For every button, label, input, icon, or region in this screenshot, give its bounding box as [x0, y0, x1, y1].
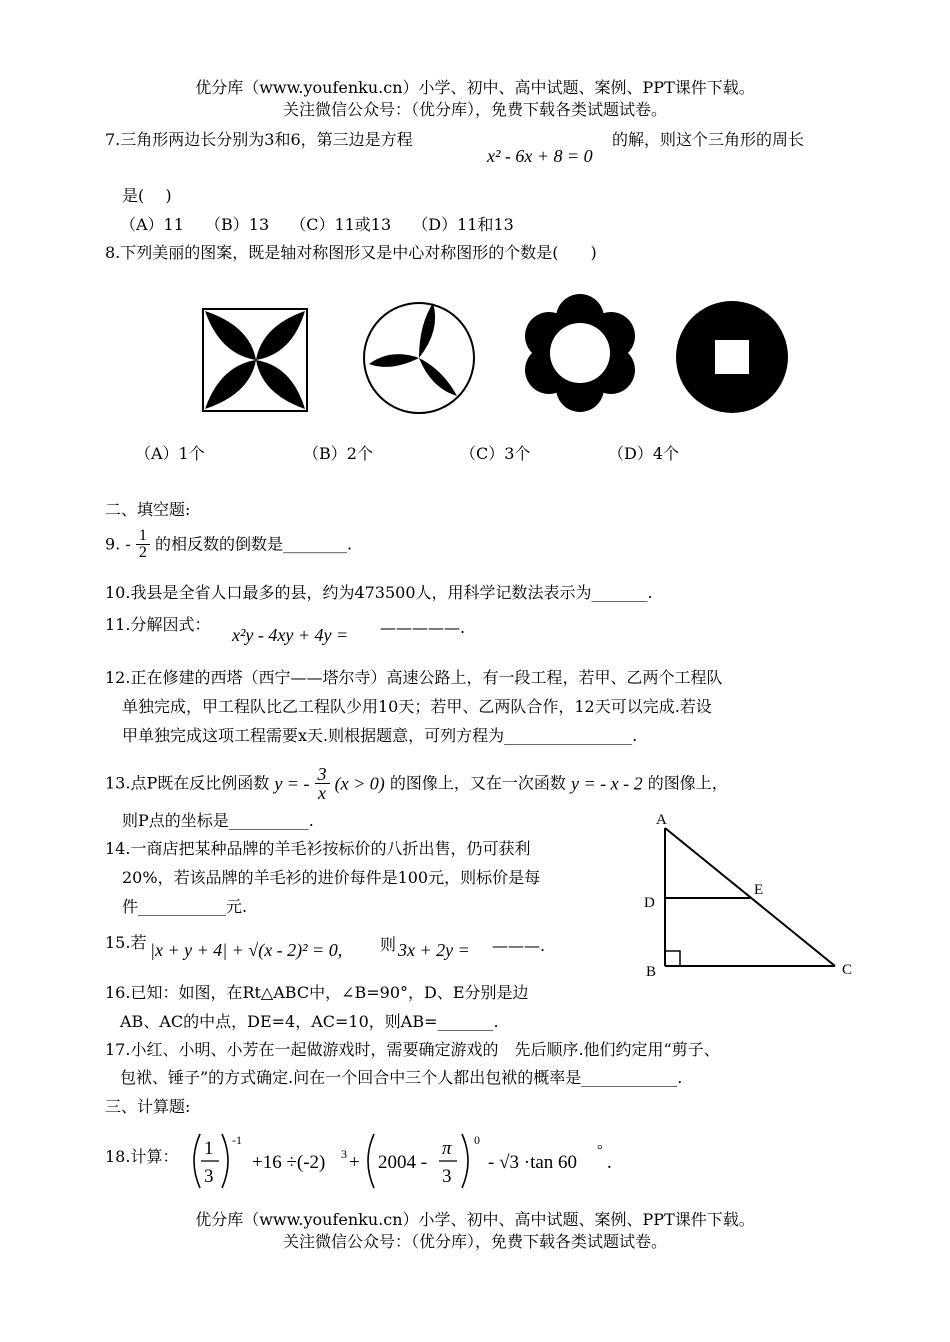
section-3-title: 三、计算题:: [105, 1097, 191, 1116]
q17-line-1: 17.小红、小明、小芳在一起做游戏时，需要确定游戏的 先后顺序.他们约定用“剪子、: [105, 1040, 720, 1059]
q18-part-3: +: [349, 1152, 360, 1173]
q13-fraction-den: x: [318, 783, 327, 803]
q11-text: 11.分解因式：: [105, 615, 211, 634]
q18-exp-1: -1: [232, 1133, 242, 1147]
q8-text: 8.下列美丽的图案，既是轴对称图形又是中心对称图形的个数是( ): [105, 243, 597, 262]
q16-line-1: 16.已知：如图，在Rt△ABC中，∠B=90°，D、E分别是边: [105, 983, 529, 1002]
q13-expr-a: y = -: [274, 773, 310, 794]
q18-text: 18.计算：: [105, 1147, 179, 1166]
q18-part-2: +16 ÷(-2): [252, 1152, 326, 1173]
q18-degree: °: [597, 1143, 603, 1158]
q9-prefix: 9. -: [105, 534, 131, 554]
q13-fraction-num: 3: [315, 765, 330, 784]
q8-choice-a: （A）1个: [135, 444, 205, 463]
q18-exp-3: 0: [474, 1133, 480, 1147]
q13-line-2: 则P点的坐标是__________.: [122, 811, 314, 830]
pattern-flower-figure: [524, 294, 636, 412]
header-line-1: 优分库（www.youfenku.cn）小学、初中、高中试题、案例、PPT课件下载。: [195, 78, 755, 97]
q13-text-a: 13.点P既在反比例函数: [105, 773, 270, 793]
q13-text-c: 的图像上，: [647, 773, 728, 793]
q11-expr: x²y - 4xy + 4y =: [232, 625, 349, 645]
q16-line-2: AB、AC的中点，DE=4，AC=10，则AB=_______.: [120, 1012, 499, 1031]
q12-line-2: 单独完成，甲工程队比乙工程队少用10天；若甲、乙两队合作，12天可以完成.若设: [122, 697, 712, 716]
label-a: A: [656, 812, 667, 828]
q13-text-b: 的图像上，又在一次函数: [389, 773, 566, 793]
q8-choice-b: （B）2个: [303, 444, 373, 463]
q18-frac-den: 3: [204, 1166, 214, 1187]
q15-text: 15.若: [105, 933, 147, 952]
q7-equation: x² - 6x + 8 = 0: [487, 146, 593, 166]
q9: [105, 528, 352, 561]
section-2-title: 二、填空题:: [105, 500, 191, 519]
q14-line-2: 20%，若该品牌的羊毛衫的进价每件是100元，则标价是每: [122, 868, 541, 887]
q7-text-a: 7.三角形两边长分别为3和6，第三边是方程: [105, 130, 413, 149]
q18-pi-num: π: [442, 1138, 452, 1159]
q8-choice-d: （D）4个: [608, 444, 680, 463]
q9-fraction: [136, 528, 150, 561]
label-e: E: [754, 882, 764, 898]
pattern-coin-figure: [675, 300, 790, 415]
q9-fraction-num: 1: [136, 528, 150, 545]
label-b: B: [646, 964, 657, 980]
q18-end: .: [607, 1152, 612, 1173]
footer-line-1: 优分库（www.youfenku.cn）小学、初中、高中试题、案例、PPT课件下载。: [195, 1210, 755, 1229]
footer-line-2: 关注微信公众号：（优分库），免费下载各类试题试卷。: [282, 1232, 667, 1251]
q11-blank: —————.: [380, 618, 466, 637]
q13-cond: (x > 0): [334, 773, 385, 794]
q10-text: 10.我县是全省人口最多的县，约为473500人，用科学记数法表示为_______.: [105, 583, 653, 602]
q13-fraction: [315, 765, 330, 802]
q18-pi-den: 3: [442, 1166, 452, 1187]
label-d: D: [644, 895, 655, 911]
q7-choices: （A）11 （B）13 （C）11或13 （D）11和13: [120, 215, 514, 234]
q15-expr: |x + y + 4| + √(x - 2)² = 0,: [150, 940, 343, 960]
q8-choice-c: （C）3个: [460, 444, 531, 463]
q13-line-1: [105, 765, 728, 802]
q15-blank: ———.: [492, 936, 546, 955]
q14-line-1: 14.一商店把某种品牌的羊毛衫按标价的八折出售，仍可获利: [105, 839, 531, 858]
q15-expr-b: 3x + 2y =: [398, 940, 470, 960]
q17-line-2: 包袱、锤子”的方式确定.问在一个回合中三个人都出包袱的概率是____________.: [120, 1068, 683, 1087]
header-line-2: 关注微信公众号：（优分库），免费下载各类试题试卷。: [282, 100, 667, 119]
right-angle-mark: [665, 951, 680, 966]
q15-text-b: 则: [380, 935, 397, 954]
q7-text-b: 的解，则这个三角形的周长: [612, 130, 805, 149]
q18-exp-2: 3: [341, 1147, 347, 1161]
q12-line-1: 12.正在修建的西塔（西宁——塔尔寺）高速公路上，有一段工程，若甲、乙两个工程队: [105, 668, 723, 687]
label-c: C: [842, 962, 853, 978]
q18-expression: [186, 1130, 646, 1192]
q14-line-3: 件___________元.: [122, 897, 248, 916]
q9-text: 的相反数的倒数是________.: [154, 534, 353, 554]
q9-fraction-den: 2: [138, 544, 147, 561]
q7-text-c: 是( ): [122, 186, 172, 205]
q18-part-4: - √3 ·tan 60: [488, 1152, 578, 1173]
q18-part-3b: 2004 -: [378, 1152, 428, 1173]
q18-frac-num: 1: [204, 1138, 214, 1159]
q12-line-3: 甲单独完成这项工程需要x天.则根据题意，可列方程为________________.: [122, 726, 638, 745]
q13-expr-b: y = - x - 2: [570, 773, 643, 794]
pattern-square-petals-figure: [200, 306, 312, 414]
right-triangle-figure: [638, 806, 860, 982]
pattern-circle-blades-figure: [361, 300, 477, 416]
